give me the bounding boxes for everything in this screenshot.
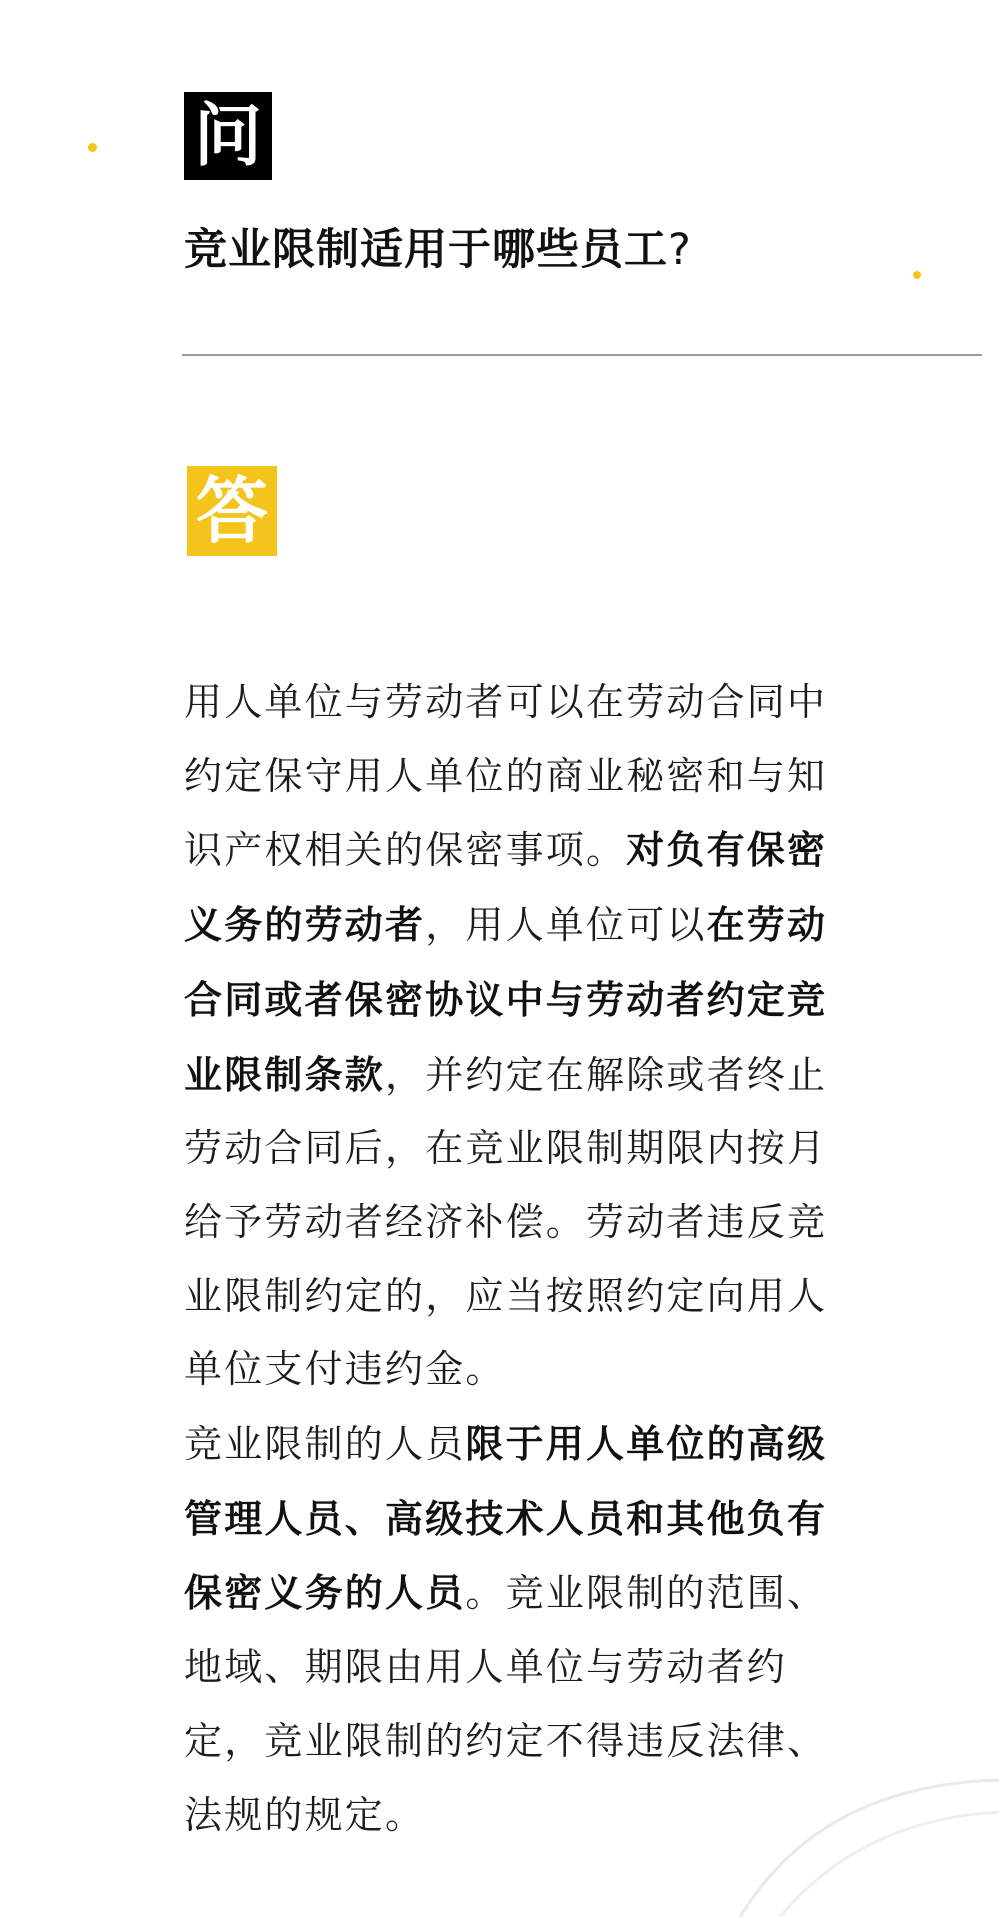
question-badge	[184, 92, 272, 180]
answer-paragraph-1	[184, 666, 834, 1407]
question-mark: ?	[668, 225, 692, 275]
answer-text: ，用人单位可以	[425, 903, 707, 948]
answer-text: 。竞业限制的范围、地域、期限由用人单位与劳动者约定，竞业限制的约定不得违反法律、法规的规定。	[184, 1571, 828, 1837]
decorative-arc-outer	[740, 1780, 999, 1917]
answer-bold-text: 在劳动合同或者保密协议中与劳动者约定竞业限制条款	[184, 902, 828, 1097]
answer-text: 用人单位与劳动者可以在劳动合同中约定保守用人单位的商业秘密和与知识产权相关的保密事项。	[184, 680, 828, 873]
answer-badge	[187, 466, 277, 556]
question-badge-label: 问	[193, 96, 262, 176]
decorative-arc-inner	[780, 1812, 999, 1917]
answer-bold-text: 限于用人单位的高级管理人员、高级技术人员和其他负有保密义务的人员	[184, 1421, 828, 1616]
question-text: 竞业限制适用于哪些员工	[184, 225, 668, 275]
answer-badge-label: 答	[195, 468, 268, 553]
divider	[182, 354, 982, 356]
answer-text: 竞业限制的人员	[184, 1422, 466, 1467]
decorative-dot-left	[88, 143, 97, 152]
question-heading	[184, 222, 944, 278]
answer-text: ，并约定在解除或者终止劳动合同后，在竞业限制期限内按月给予劳动者经济补偿。劳动者违反竞业限制约定的，应当按照约定向用人单位支付违约金。	[184, 1052, 828, 1392]
answer-bold-text: 对负有保密义务的劳动者	[184, 827, 828, 948]
decorative-arcs	[700, 1740, 999, 1917]
answer-body	[184, 666, 834, 1852]
